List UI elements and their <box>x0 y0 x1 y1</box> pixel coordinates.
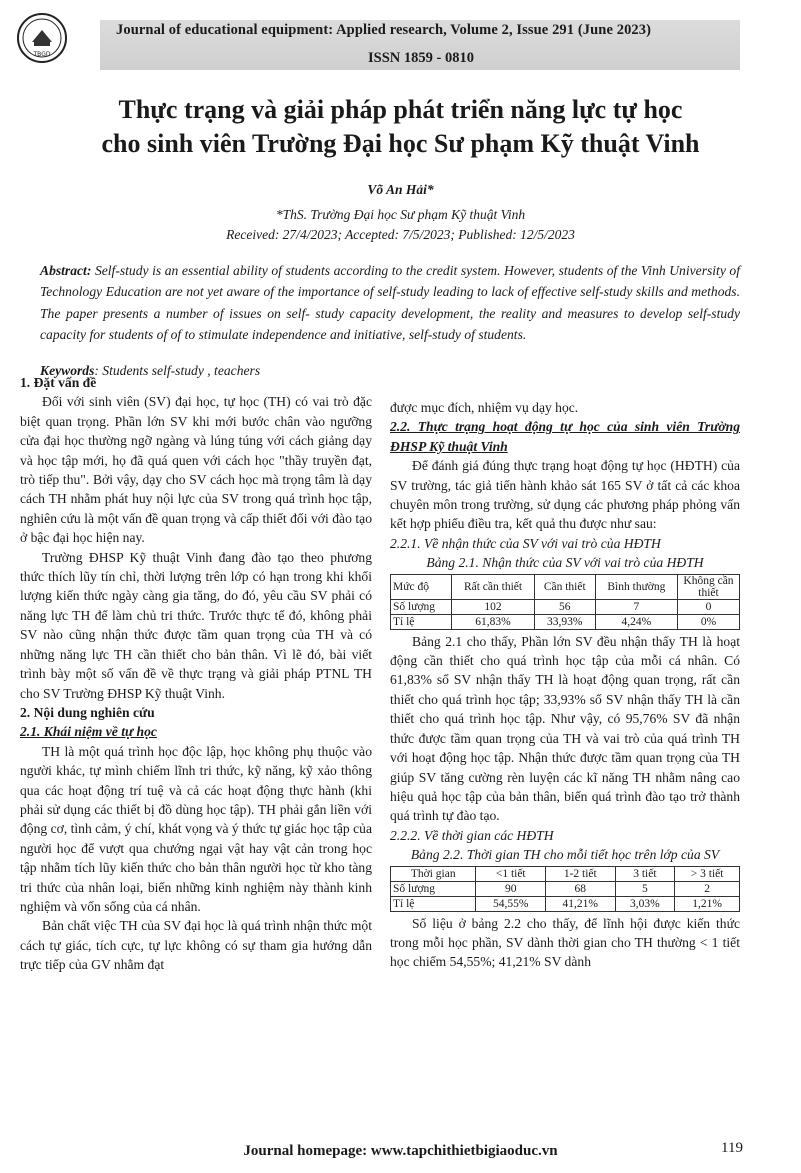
table-cell: 33,93% <box>534 614 595 629</box>
paragraph: được mục đích, nhiệm vụ dạy học. <box>390 400 579 415</box>
table-cell: 54,55% <box>476 896 546 911</box>
table-row <box>391 881 740 896</box>
table-2-1 <box>390 574 740 630</box>
table-header-cell: Thời gian <box>391 866 476 881</box>
table-caption: Bảng 2.1. Nhận thức của SV với vai trò của HĐTH <box>426 555 704 571</box>
table-cell: 5 <box>615 881 675 896</box>
svg-text:TBGD: TBGD <box>33 51 51 58</box>
paper-title-line1: Thực trạng và giải pháp phát triển năng lực tự học <box>118 95 683 124</box>
table-row <box>391 896 740 911</box>
table-cell: 0 <box>678 599 740 614</box>
keywords-label: Keywords <box>40 363 95 378</box>
table-header-cell: Không cần thiết <box>678 574 740 599</box>
table-header-cell: <1 tiết <box>476 866 546 881</box>
paragraph: Bản chất việc TH của SV đại học là quá trình nhận thức một cách tự giác, tích cực, tự lực không có sự tham gia hướng dẫn trực tiếp của GV nhằm đạt <box>20 918 372 973</box>
table-header-row <box>391 574 740 599</box>
sub-heading: 2.2.1. Về nhận thức của SV với vai trò của HĐTH <box>390 535 661 551</box>
paragraph: Đối với sinh viên (SV) đại học, tự học (TH) có vai trò đặc biệt quan trọng. Phần lớn SV khi mới bước chân vào ngưỡng cửa đại học thường ngỡ ngàng và lúng túng với cách giảng dạy và học tập mới, họ đã quá quen với cách học "thầy truyền đạt, trò tiếp thu". Bởi vậy, dạy cho SV cách học mà trọng tâm là dạy cách TH nhằm phát huy nội lực của SV trong quá trình học tập, nghiên cứu là một vấn đề quan trọng và cấp thiết đối với đào tạo ở bậc đại học hiện nay. <box>20 394 372 546</box>
paper-title-line2: cho sinh viên Trường Đại học Sư phạm Kỹ thuật Vinh <box>101 129 700 158</box>
issn: ISSN 1859 - 0810 <box>368 50 474 66</box>
journal-line: Journal of educational equipment: Applied research, Volume 2, Issue 291 (June 2023) <box>116 22 652 38</box>
table-cell: 56 <box>534 599 595 614</box>
table-header-cell: > 3 tiết <box>675 866 740 881</box>
table-header-row <box>391 866 740 881</box>
table-cell: 41,21% <box>546 896 616 911</box>
table-cell: 0% <box>678 614 740 629</box>
affiliation: *ThS. Trường Đại học Sư phạm Kỹ thuật Vinh <box>275 207 526 222</box>
subsection-heading: 2.2. Thực trạng hoạt động tự học của sinh viên Trường ĐHSP Kỹ thuật Vinh <box>390 419 740 454</box>
table-cell: Tỉ lệ <box>391 614 452 629</box>
table-header-cell: Bình thường <box>595 574 677 599</box>
right-column <box>390 398 740 972</box>
left-column <box>20 373 372 975</box>
paragraph: Bảng 2.1 cho thấy, Phần lớn SV đều nhận thấy TH là hoạt động cần thiết cho quá trình học tập của mỗi cá nhân. Có 61,83% số SV nhận thấy TH là hoạt động quan trọng, rất cần thiết cho quá trình học tập; 33,93% số SV nhận thấy TH là cần thiết cho quá trình học tập. Như vậy, có 95,76% SV đã nhận thức được tầm quan trọng của TH và vai trò của quá trình TH với hoạt động học tập. Nhận thức được tầm quan trọng của TH giúp SV tăng cường rèn luyện các kĩ năng TH nhằm nâng cao hiệu quả học tập của bản thân, biến quá trình đào tạo trở thành quá trình tự đào tạo. <box>390 633 740 824</box>
table-cell: 2 <box>675 881 740 896</box>
table-header-cell: 1-2 tiết <box>546 866 616 881</box>
paragraph: Để đánh giá đúng thực trạng hoạt động tự học (HĐTH) của SV trường, tác giả tiến hành khảo sát 165 SV ở tất cả các khoa chuyên môn trong trường, sử dụng các phương pháp phỏng vấn kết hợp phiếu điều tra, kết quả thu được như sau: <box>390 458 740 532</box>
table-cell: Số lượng <box>391 599 452 614</box>
table-2-2 <box>390 866 740 912</box>
table-cell: Số lượng <box>391 881 476 896</box>
table-cell: 68 <box>546 881 616 896</box>
page-number: 119 <box>721 1140 743 1156</box>
table-cell: 7 <box>595 599 677 614</box>
table-cell: 4,24% <box>595 614 677 629</box>
table-header-cell: Cần thiết <box>534 574 595 599</box>
table-caption: Bảng 2.2. Thời gian TH cho mỗi tiết học trên lớp của SV <box>410 847 720 863</box>
table-cell: 90 <box>476 881 546 896</box>
table-header-cell: Mức độ <box>391 574 452 599</box>
section-heading: 1. Đặt vấn đề <box>20 375 97 390</box>
table-cell: 1,21% <box>675 896 740 911</box>
table-row <box>391 614 740 629</box>
abstract <box>40 260 740 345</box>
section-heading: 2. Nội dung nghiên cứu <box>20 704 155 720</box>
abstract-text: Self-study is an essential ability of students according to the credit system. However, students of the Vinh University of Technology Education are not yet aware of the importance of self-study leading to lack of effective self-study skills and methods. The paper presents a number of issues on self- study capacity development, the reality and measures to develop self-study capacity for students of of to stimulate independence and initiative, self-study of students. <box>40 263 741 342</box>
paragraph: TH là một quá trình học độc lập, học không phụ thuộc vào người khác, tự mình chiếm lĩnh tri thức, kỹ năng, kỹ xảo thông qua các hoạt động trí tuệ và cả các hoạt động thực hành (khi phải sử dụng các thiết bị đồ dùng học tập). TH phải gắn liền với động cơ, tình cảm, ý chí, khát vọng và ý thức tự giác học tập của người học để vượt qua chướng ngại vật hay vật cản trong học tập nhằm tích lũy kiến thức cho bản thân người học từ kho tàng tri thức của nhân loại, biến những kinh nghiệm này thành kinh nghiệm và vốn sống của cá nhân. <box>20 743 372 914</box>
journal-logo <box>16 12 68 64</box>
sub-heading: 2.2.2. Về thời gian các HĐTH <box>390 827 554 843</box>
keywords-text: : Students self-study , teachers <box>94 363 261 378</box>
table-cell: 3,03% <box>615 896 675 911</box>
table-cell: 61,83% <box>452 614 534 629</box>
paragraph: Trường ĐHSP Kỹ thuật Vinh đang đào tạo theo phương thức thích lũy tín chỉ, thời lượng trên lớp có hạn trong khi khối lượng kiến thức ngày càng gia tăng, do đó, yêu cầu SV phải có năng lực TH để làm chủ tri thức. Trước thực tế đó, không phải SV nào cũng nhận thức được tầm quan trọng của TH và có những năng lực TH cần thiết cho bản thân. Vì lẽ đó, bài viết trình bày một số vấn đề về thực trạng và giải pháp PTNL TH cho SV Trường ĐHSP Kỹ thuật Vinh. <box>20 549 372 701</box>
paragraph: Số liệu ở bảng 2.2 cho thấy, để lĩnh hội được kiến thức trong mỗi học phần, SV dành thời gian cho TH thường < 1 tiết học chiếm 54,55%; 41,21% SV dành <box>390 915 740 970</box>
abstract-label: Abstract: <box>40 263 92 278</box>
dates: Received: 27/4/2023; Accepted: 7/5/2023; Published: 12/5/2023 <box>226 227 575 242</box>
author: Võ An Hải* <box>367 182 434 197</box>
table-cell: Tỉ lệ <box>391 896 476 911</box>
table-header-cell: 3 tiết <box>615 866 675 881</box>
table-row <box>391 599 740 614</box>
journal-homepage-footer: Journal homepage: www.tapchithietbigiaoduc.vn <box>243 1143 558 1159</box>
table-cell: 102 <box>452 599 534 614</box>
table-header-cell: Rất cần thiết <box>452 574 534 599</box>
subsection-heading: 2.1. Khái niệm về tự học <box>20 724 157 740</box>
